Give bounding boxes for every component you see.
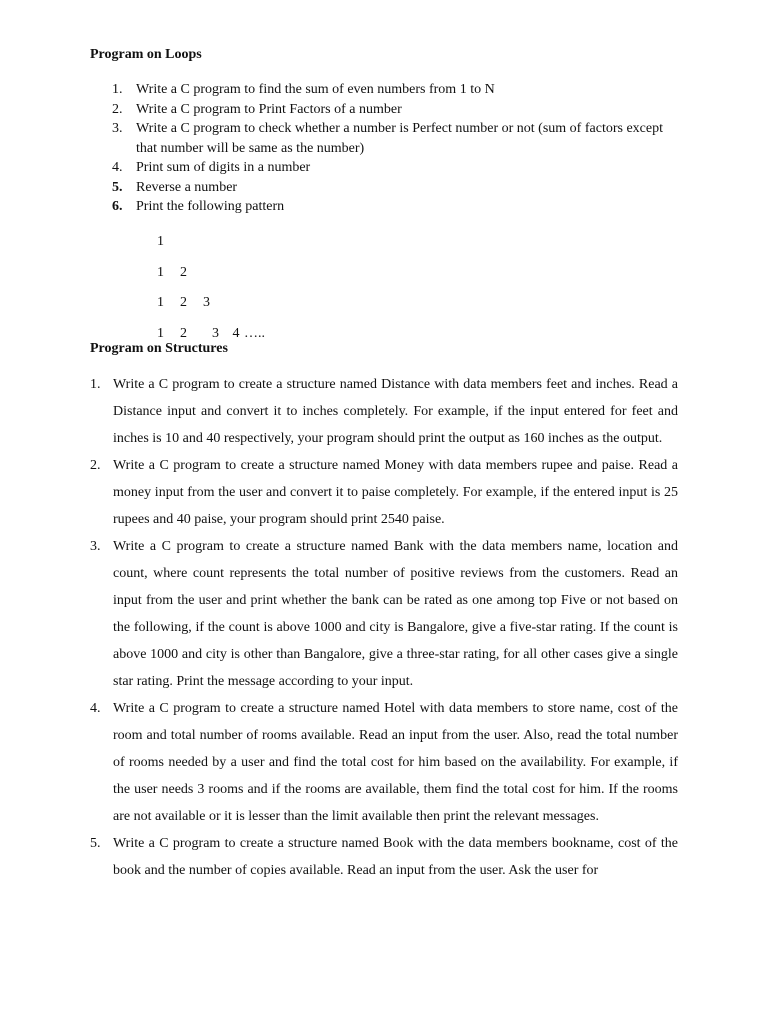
item-number: 1.	[90, 377, 101, 392]
item-text: Print sum of digits in a number	[136, 160, 311, 175]
item-number: 2.	[90, 458, 101, 473]
list-item	[90, 533, 678, 695]
list-item	[112, 158, 672, 178]
pattern-cell: 1	[157, 295, 164, 310]
pattern-cell: 1	[157, 234, 164, 249]
item-number: 5.	[112, 179, 123, 195]
item-number: 3.	[90, 539, 101, 554]
structures-list	[90, 371, 678, 884]
item-text: Write a C program to create a structure named Book with the data members bookname, cost of the book and the number of copies available. Read an input from the user. Ask the user for	[113, 836, 678, 878]
item-text: Reverse a number	[136, 179, 238, 195]
item-text: Write a C program to Print Factors of a number	[136, 101, 402, 117]
loops-heading: Program on Loops	[90, 47, 202, 62]
list-item	[90, 371, 678, 452]
list-item	[112, 197, 672, 217]
list-item	[112, 178, 672, 198]
item-number: 6.	[112, 199, 123, 214]
pattern-cell: 2	[180, 295, 187, 310]
structures-heading: Program on Structures	[90, 341, 228, 356]
pattern-row	[136, 279, 265, 310]
pattern-ellipsis: …..	[244, 325, 265, 341]
item-text: Write a C program to create a structure named Hotel with data members to store name, cost of the room and total number of rooms available. Read an input from the user. Also, read the total number of rooms needed by a user and find the total cost for him based on the availability. For example, if the user needs 3 rooms and if the rooms are available, them find the total cost for him. If the rooms are not available or it is lesser than the limit available then print the relevant messages.	[113, 701, 678, 824]
item-text: Write a C program to check whether a number is Perfect number or not (sum of factors except that number will be same as the number)	[136, 121, 663, 156]
list-item	[90, 695, 678, 830]
item-number: 1.	[112, 82, 123, 97]
pattern-cell: 4	[232, 325, 240, 341]
item-text: Write a C program to find the sum of even numbers from 1 to N	[136, 82, 495, 97]
item-number: 4.	[90, 701, 101, 716]
pattern-cell: 3	[212, 325, 219, 341]
list-item	[90, 830, 678, 884]
list-item	[112, 80, 672, 100]
pattern-cell: 3	[203, 295, 210, 310]
pattern-cell: 1	[157, 264, 164, 280]
item-text: Write a C program to create a structure named Money with data members rupee and paise. Read a money input from the user and convert it to paise completely. For example, if the entered input is 25 rupees and 40 paise, your program should print 2540 paise.	[113, 458, 678, 527]
pattern-row	[136, 249, 265, 280]
pattern-cell: 1	[157, 325, 164, 341]
number-pattern	[136, 218, 265, 340]
item-number: 5.	[90, 836, 101, 851]
list-item	[112, 100, 672, 120]
list-item	[90, 452, 678, 533]
pattern-row	[136, 310, 265, 341]
item-number: 3.	[112, 121, 123, 136]
item-number: 2.	[112, 101, 123, 117]
pattern-cell: 2	[180, 325, 187, 341]
item-text: Write a C program to create a structure named Bank with the data members name, location and count, where count represents the total number of positive reviews from the customers. Read an input from the user and print whether the bank can be rated as one among top Five or not based on the following, if the count is above 1000 and city is Bangalore, give a five-star rating. If the count is above 1000 and city is other than Bangalore, give a three-star rating, for all other cases give a single star rating. Print the message according to your input.	[113, 539, 678, 689]
item-text: Print the following pattern	[136, 199, 285, 214]
loops-list	[112, 80, 672, 217]
list-item	[112, 119, 672, 158]
pattern-cell: 2	[180, 264, 187, 280]
item-text: Write a C program to create a structure named Distance with data members feet and inches. Read a Distance input and convert it to inches completely. For example, if the input entered for feet and inches is 10 and 40 respectively, your program should print the output as 160 inches as the output.	[113, 377, 678, 446]
item-number: 4.	[112, 160, 123, 175]
pattern-row	[136, 218, 265, 249]
